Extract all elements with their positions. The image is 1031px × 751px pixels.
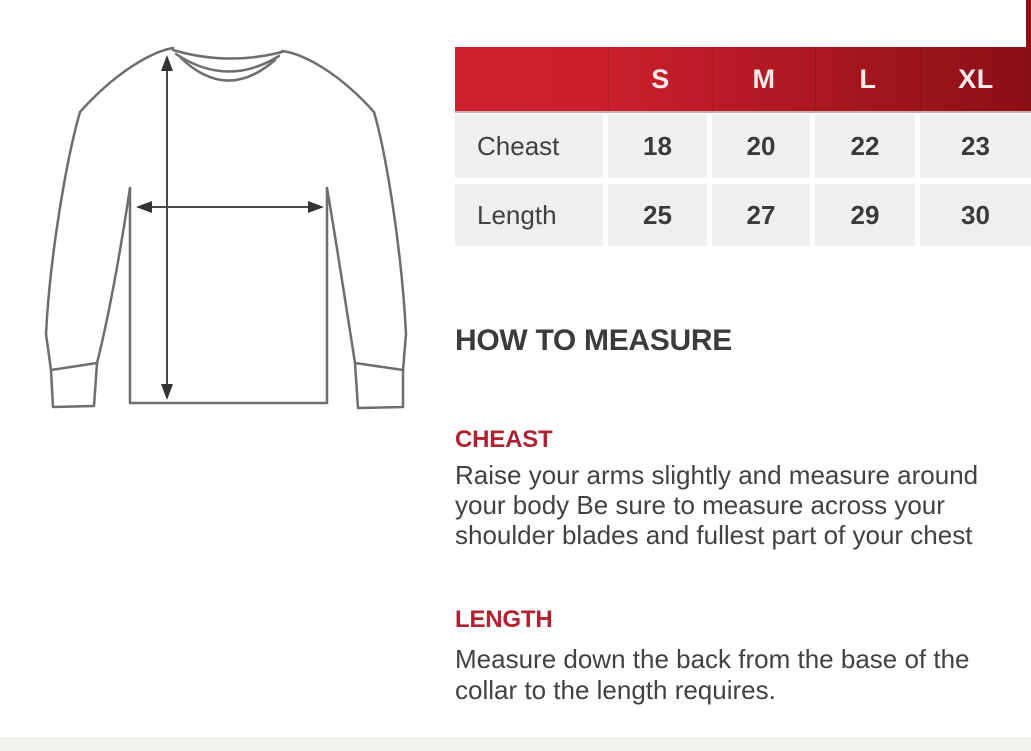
length-arrow xyxy=(161,55,173,400)
length-body-line-1: Measure down the back from the base of the xyxy=(455,644,970,674)
header-cell-size-s: S xyxy=(608,47,712,111)
chest-arrow xyxy=(136,201,324,213)
cheast-section-heading: CHEAST xyxy=(455,426,553,453)
length-value-xl: 30 xyxy=(920,184,1031,246)
cheast-value-l: 22 xyxy=(815,114,920,178)
cheast-value-s: 18 xyxy=(608,114,712,178)
header-cell-size-xl: XL xyxy=(920,47,1031,111)
table-row-cheast xyxy=(455,114,1031,178)
cheast-body-line-3: shoulder blades and fullest part of your chest xyxy=(455,520,973,550)
cheast-body-line-1: Raise your arms slightly and measure around xyxy=(455,460,979,490)
size-chart-body xyxy=(455,114,1031,246)
row-label-length: Length xyxy=(455,184,608,246)
row-label-cheast: Cheast xyxy=(455,114,608,178)
header-cell-empty xyxy=(455,47,608,111)
shirt-measurement-diagram xyxy=(22,22,432,442)
how-to-measure-title: HOW TO MEASURE xyxy=(455,324,732,357)
bottom-gray-band xyxy=(0,738,1031,751)
header-cell-size-m: M xyxy=(712,47,815,111)
length-value-s: 25 xyxy=(608,184,712,246)
length-section-heading: LENGTH xyxy=(455,606,553,633)
shirt-outline xyxy=(46,48,406,408)
length-section-body xyxy=(455,644,970,706)
cheast-body-line-2: your body Be sure to measure across your xyxy=(455,490,945,520)
top-right-red-strip xyxy=(1026,0,1031,48)
length-value-l: 29 xyxy=(815,184,920,246)
size-chart-header-row xyxy=(455,47,1031,111)
cheast-section-body xyxy=(455,460,978,550)
length-body-line-2: collar to the length requires. xyxy=(455,675,776,705)
cheast-value-m: 20 xyxy=(712,114,815,178)
header-cell-size-l: L xyxy=(815,47,920,111)
table-row-length xyxy=(455,184,1031,246)
cheast-value-xl: 23 xyxy=(920,114,1031,178)
length-value-m: 27 xyxy=(712,184,815,246)
size-chart-table xyxy=(455,47,1031,246)
